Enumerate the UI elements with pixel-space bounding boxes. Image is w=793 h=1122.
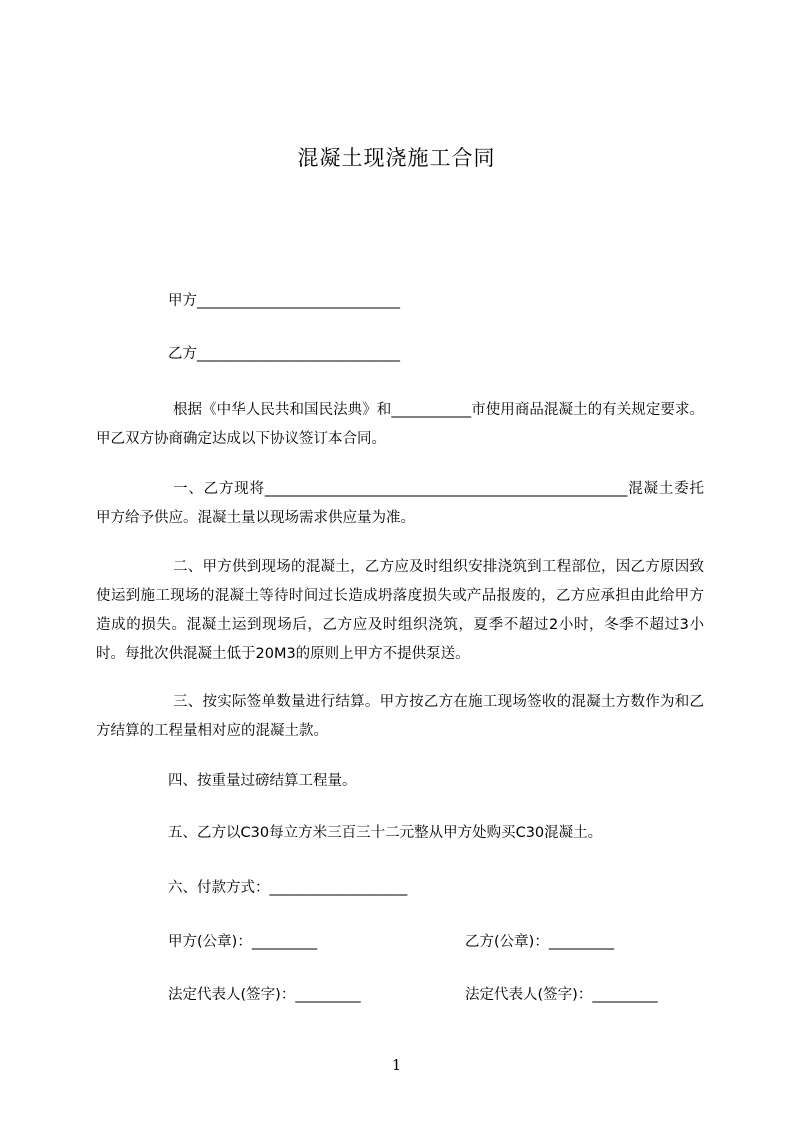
clause-4: 四、按重量过磅结算工程量。 [168,773,357,789]
clause-5: 五、乙方以C30每立方米三百三十二元整从甲方处购买C30混凝土。 [168,825,603,841]
page-number: 1 [391,1056,402,1074]
party-a-representative: 法定代表人(签字)：_________ [168,987,361,1003]
party-a-line: 甲方____________________________ [168,293,400,309]
page-title: 混凝土现浇施工合同 [297,146,496,170]
clause-2: 二、甲方供到现场的混凝土，乙方应及时组织安排浇筑到工程部位，因乙方原因致使运到施工现场的混凝土等待时间过长造成坍落度损失或产品报废的，乙方应承担由此给甲方造成的损失。混凝土运到现场后，乙方应及时组织浇筑，夏季不超过2小时，冬季不超过3小时。每批次供混凝土低于20M3的原则上甲方不提供泵送。 [96,559,704,662]
party-b-line: 乙方____________________________ [168,346,400,362]
intro-paragraph: 根据《中华人民共和国民法典》和___________市使用商品混凝土的有关规定要求。甲乙双方协商确定达成以下协议签订本合同。 [96,402,704,447]
party-b-seal: 乙方(公章)：_________ [465,934,615,950]
party-b-representative: 法定代表人(签字)：_________ [465,987,658,1003]
clause-6: 六、付款方式：___________________ [168,880,408,896]
party-a-seal: 甲方(公章)：_________ [168,934,318,950]
clause-1: 一、乙方现将__________________________________________________混凝土委托甲方给予供应。混凝土量以现场需求供应量为准。 [96,481,704,526]
clause-3: 三、按实际签单数量进行结算。甲方按乙方在施工现场签收的混凝土方数作为和乙方结算的工程量相对应的混凝土款。 [96,694,704,739]
